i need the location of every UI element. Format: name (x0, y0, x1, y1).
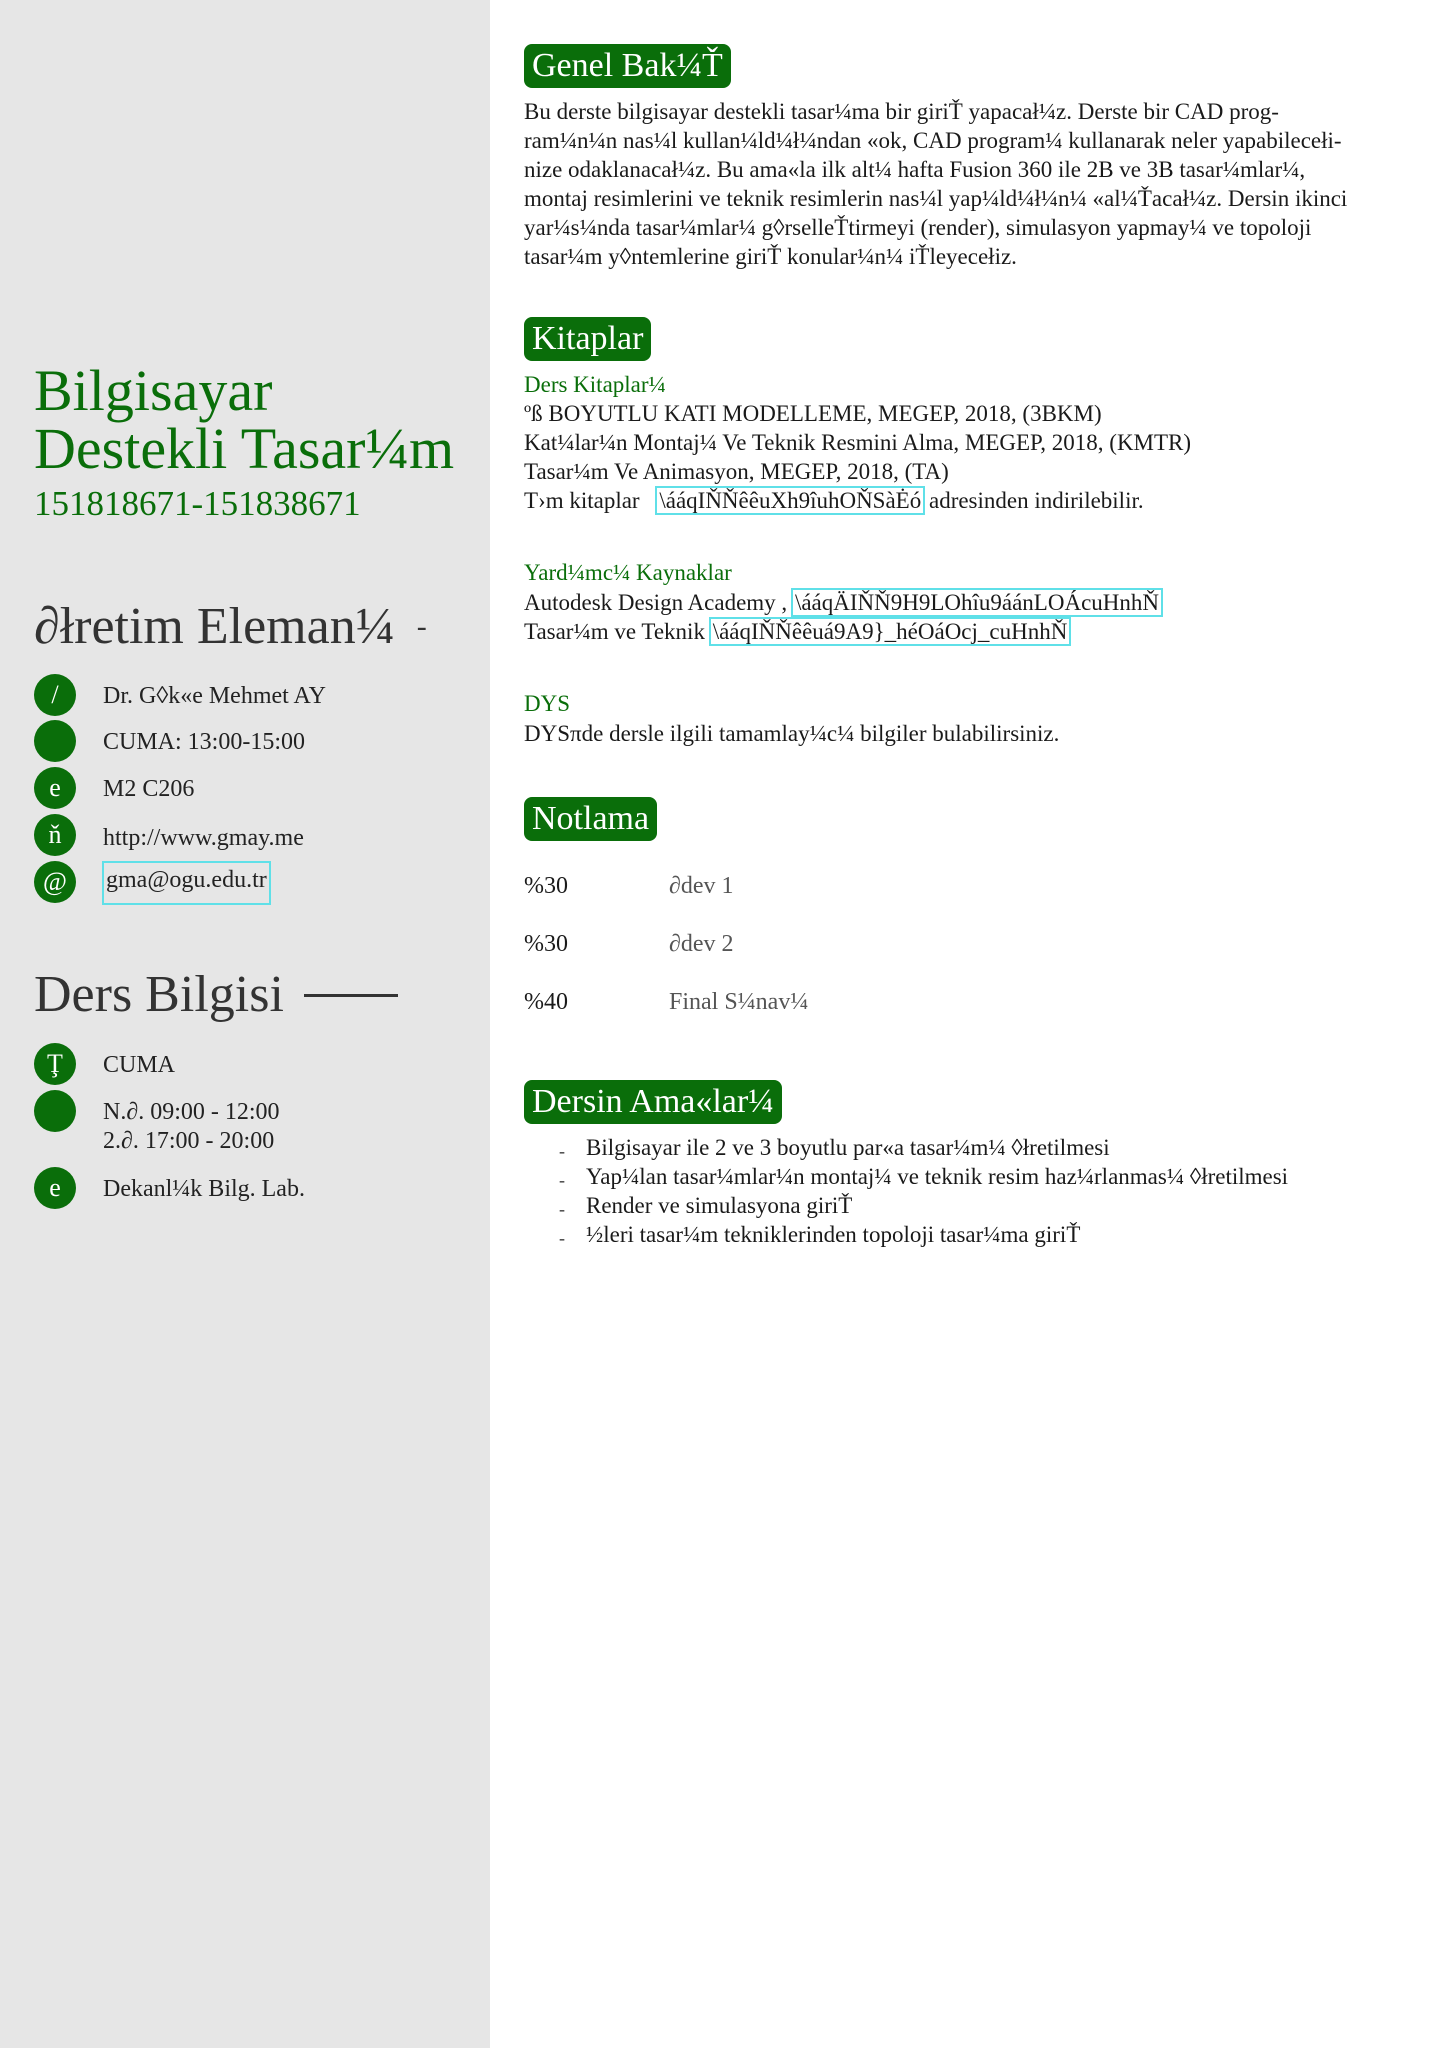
all-books-prefix: T›m kitaplar (524, 488, 640, 513)
course-title (34, 358, 484, 481)
course-hours (103, 1098, 280, 1156)
instructor-name: Dr. G◊k«e Mehmet AY (103, 683, 326, 709)
grade-percent: %30 (524, 931, 568, 957)
extra-resource-link[interactable]: \ááqIŇŇêêuá9A9}_héOáOcj_cuHnhŇ (712, 619, 1068, 644)
sidebar (0, 0, 490, 2048)
grading-heading: Notlama (524, 797, 657, 841)
course-day: CUMA (103, 1052, 176, 1078)
goal-text: Yap¼lan tasar¼mlar¼n montaj¼ ve teknik resim haz¼rlanmas¼ ◊łretilmesi (586, 1164, 1289, 1189)
course-hours-row (34, 1090, 280, 1154)
email-icon: @ (34, 861, 76, 903)
dys-text: DYSπde dersle ilgili tamamlay¼c¼ bilgiler bulabilirsiniz. (524, 721, 1060, 746)
goal-text: Render ve simulasyona giriŤ (586, 1193, 853, 1218)
globe-icon: ň (34, 814, 76, 856)
overview-paragraph (524, 97, 1347, 271)
office-hours: CUMA: 13:00-15:00 (103, 729, 306, 755)
goals-heading: Dersin Ama«lar¼ (524, 1080, 782, 1124)
extra-resource-link[interactable]: \ááqÄIŇŇ9H9LOhîu9áánLOÁcuHnhŇ (794, 590, 1160, 615)
bullet-dash: - (559, 1228, 565, 1248)
all-books-link[interactable]: \ááqIŇŇêêuXh9îuhOŇSàĖó (659, 488, 922, 513)
instructor-name-row (34, 674, 326, 716)
course-code: 151818671-151838671 (34, 484, 361, 523)
clock-icon (34, 1090, 76, 1132)
course-book-item: Tasar¼m Ve Animasyon, MEGEP, 2018, (TA) (524, 459, 949, 484)
person-icon: / (34, 674, 76, 716)
bullet-dash: - (559, 1141, 565, 1161)
course-books-title: Ders Kitaplar¼ (524, 372, 666, 397)
website-row (34, 814, 304, 856)
overview-heading: Genel Bak¼Ť (524, 44, 731, 88)
overview-line: ram¼n¼n nas¼l kullan¼ld¼ł¼ndan «ok, CAD program¼ kullanarak neler yapabilecełi- (524, 128, 1342, 153)
heading-rule (304, 994, 398, 997)
grade-item: Final S¼nav¼ (669, 989, 809, 1015)
grade-item: ∂dev 1 (669, 873, 734, 899)
grade-item: ∂dev 2 (669, 931, 734, 957)
overview-line: yar¼s¼nda tasar¼mlar¼ g◊rselleŤtirmeyi (render), simulasyon yapmay¼ ve topoloji (524, 215, 1312, 240)
course-info-heading (34, 966, 398, 1024)
course-book-item: Kat¼lar¼n Montaj¼ Ve Teknik Resmini Alma, MEGEP, 2018, (KMTR) (524, 430, 1192, 455)
course-location: Dekanl¼k Bilg. Lab. (103, 1176, 305, 1202)
office-hours-row (34, 720, 306, 762)
overview-line: tasar¼m y◊ntemlerine giriŤ konular¼n¼ iŤleyecełiz. (524, 244, 1017, 269)
course-hours-day: N.∂. 09:00 - 12:00 (103, 1099, 280, 1125)
goal-text: Bilgisayar ile 2 ve 3 boyutlu par«a tasar¼m¼ ◊łretilmesi (586, 1135, 1110, 1160)
overview-line: Bu derste bilgisayar destekli tasar¼ma bir giriŤ yapacał¼z. Derste bir CAD prog- (524, 99, 1279, 124)
extra-resources-title: Yard¼mc¼ Kaynaklar (524, 560, 732, 585)
books-heading: Kitaplar (524, 317, 651, 361)
extra-resource-prefix: Autodesk Design Academy , (524, 590, 788, 615)
overview-line: montaj resimlerini ve teknik resimlerin nas¼l yap¼ld¼ł¼n¼ «al¼Ťacał¼z. Dersin ikinci (524, 186, 1348, 211)
goal-text: ½leri tasar¼m tekniklerinden topoloji tasar¼ma giriŤ (586, 1222, 1081, 1247)
course-title-line-2: Destekli Tasar¼m (34, 416, 455, 481)
email-link-box[interactable] (104, 866, 269, 895)
website-link[interactable]: http://www.gmay.me (103, 825, 304, 851)
instructor-heading-text: ∂łretim Eleman¼ (34, 598, 395, 655)
extra-resource-prefix: Tasar¼m ve Teknik (524, 619, 705, 644)
clock-icon (34, 720, 76, 762)
location-icon: e (34, 1167, 76, 1209)
email-row (34, 861, 267, 903)
course-title-line-1: Bilgisayar (34, 358, 273, 423)
grade-percent: %40 (524, 989, 568, 1015)
course-day-row (34, 1043, 176, 1085)
bullet-dash: - (559, 1170, 565, 1190)
email-link[interactable]: gma@ogu.edu.tr (104, 863, 269, 903)
bullet-dash: - (559, 1199, 565, 1219)
course-book-item: ºß BOYUTLU KATI MODELLEME, MEGEP, 2018, (3BKM) (524, 401, 1102, 426)
extra-resource-item (524, 588, 1161, 617)
overview-line: nize odaklanacał¼z. Bu ama«la ilk alt¼ hafta Fusion 360 ile 2B ve 3B tasar¼mlar¼, (524, 157, 1306, 182)
office-location: M2 C206 (103, 776, 195, 802)
course-hours-evening: 2.∂. 17:00 - 20:00 (103, 1128, 275, 1154)
office-location-row (34, 767, 195, 809)
all-books-suffix: adresinden indirilebilir. (928, 488, 1144, 513)
course-location-row (34, 1167, 305, 1209)
grade-percent: %30 (524, 873, 568, 899)
calendar-icon: Ţ (34, 1043, 76, 1085)
course-info-heading-text: Ders Bilgisi (34, 966, 284, 1023)
extra-resource-item (524, 617, 1069, 646)
dys-title: DYS (524, 691, 571, 716)
all-books-line (524, 486, 1144, 515)
instructor-heading (34, 598, 427, 656)
location-icon: e (34, 767, 76, 809)
instructor-heading-suffix: - (416, 610, 427, 643)
